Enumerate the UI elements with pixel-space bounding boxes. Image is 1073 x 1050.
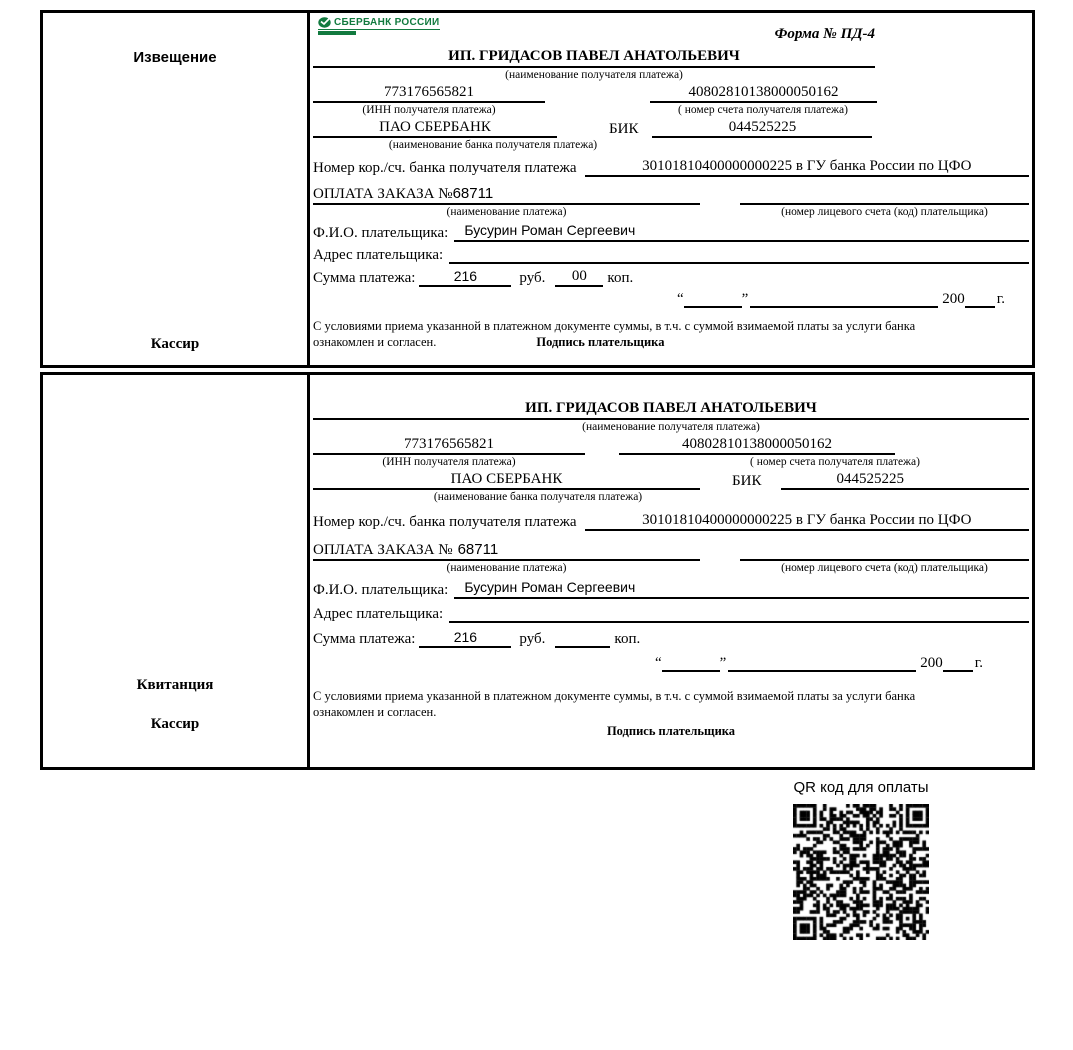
payer-name-row: [313, 222, 1029, 242]
bik-label: БИК: [732, 473, 762, 489]
payment-caption: (наименование платежа): [446, 562, 567, 574]
date-row: [313, 290, 1029, 308]
corr-account-row: [313, 512, 1029, 531]
year-prefix: 200: [942, 291, 965, 307]
account-value: 40802810138000050162: [650, 84, 877, 103]
payer-code-blank-line: [740, 188, 1029, 205]
date-row: [313, 654, 1029, 672]
quote-open: “: [676, 291, 684, 307]
year-blank: [943, 655, 973, 672]
inn-caption: (ИНН получателя платежа): [362, 104, 496, 116]
bank-name-value: ПАО СБЕРБАНК: [313, 471, 700, 490]
corr-account-row: [313, 158, 1029, 177]
amount-row: [313, 268, 1029, 287]
amount-kop-value: [555, 631, 610, 648]
bank-caption: (наименование банка получателя платежа): [433, 491, 643, 503]
corr-account-value: 30101810400000000225 в ГУ банка России по ЦФО: [585, 158, 1029, 177]
payer-name-label: Ф.И.О. плательщика:: [313, 225, 449, 241]
payer-address-row: [313, 246, 1029, 264]
kop-label: коп.: [614, 631, 641, 647]
receipt-content: [310, 375, 1032, 767]
cashier-label: Кассир: [150, 336, 200, 352]
payer-address-label: Адрес плательщика:: [313, 247, 444, 263]
date-month-blank: [728, 655, 916, 672]
bank-bik-row: [313, 119, 1029, 138]
qr-code: [793, 804, 929, 940]
quote-close: ”: [741, 291, 749, 307]
inn-value: 773176565821: [313, 436, 585, 455]
account-value: 40802810138000050162: [619, 436, 895, 455]
date-month-blank: [750, 291, 938, 308]
bank-name-value: ПАО СБЕРБАНК: [313, 119, 557, 138]
payee-name: ИП. ГРИДАСОВ ПАВЕЛ АНАТОЛЬЕВИЧ: [448, 48, 740, 64]
corr-account-label: Номер кор./сч. банка получателя платежа: [313, 514, 577, 530]
notice-label: Извещение: [133, 49, 217, 66]
corr-account-value: 30101810400000000225 в ГУ банка России по ЦФО: [585, 512, 1029, 531]
amount-kop-value: 00: [555, 268, 603, 287]
agreement-text-line1: С условиями приема указанной в платежном документе суммы, в т.ч. с суммой взимаемой платы за услуги банка: [313, 689, 916, 703]
bank-bik-row: [313, 471, 1029, 490]
payment-name-field: [313, 185, 700, 205]
payer-name-value: Бусурин Роман Сергеевич: [464, 579, 636, 595]
payer-code-blank-line: [740, 544, 1029, 561]
payer-name-label: Ф.И.О. плательщика:: [313, 582, 449, 598]
year-prefix: 200: [920, 655, 943, 671]
date-day-blank: [662, 655, 720, 672]
year-suffix: г.: [996, 291, 1005, 307]
agreement-block: [313, 688, 1029, 739]
payer-address-blank-line: [449, 606, 1029, 623]
payer-name-field: [454, 579, 1029, 599]
payer-name-field: [454, 222, 1029, 242]
account-caption: ( номер счета получателя платежа): [678, 104, 848, 116]
amount-label: Сумма платежа:: [313, 631, 416, 647]
bank-caption: (наименование банка получателя платежа): [388, 139, 598, 151]
payer-address-label: Адрес плательщика:: [313, 606, 444, 622]
inn-account-row: [313, 436, 1029, 455]
order-number: 68711: [457, 541, 499, 558]
bik-label: БИК: [609, 121, 639, 137]
receipt-label: Квитанция: [136, 677, 214, 693]
inn-value: 773176565821: [313, 84, 545, 103]
form-number-label: Форма № ПД-4: [774, 26, 875, 42]
receipt-side-column: [43, 375, 310, 767]
qr-label: QR код для оплаты: [793, 779, 929, 796]
payer-name-row: [313, 579, 1029, 599]
bik-value: 044525225: [781, 471, 1029, 490]
inn-caption: (ИНН получателя платежа): [382, 456, 516, 468]
payee-name-caption: (наименование получателя платежа): [505, 69, 683, 81]
payer-address-row: [313, 605, 1029, 623]
kop-label: коп.: [607, 270, 634, 286]
payment-caption: (наименование платежа): [446, 206, 567, 218]
agreement-text-line1: С условиями приема указанной в платежном документе суммы, в т.ч. с суммой взимаемой платы за услуги банка: [313, 319, 916, 333]
agreement-text-line2: ознакомлен и согласен.: [313, 705, 437, 719]
signature-label: Подпись плательщика: [536, 335, 665, 349]
quote-open: “: [654, 655, 662, 671]
payee-name: ИП. ГРИДАСОВ ПАВЕЛ АНАТОЛЬЕВИЧ: [525, 400, 817, 416]
payment-name-row: [313, 541, 1029, 561]
bik-value: 044525225: [652, 119, 872, 138]
notice-side-column: [43, 13, 310, 365]
amount-rub-value: 216: [419, 268, 511, 287]
sberbank-logo-text: СБЕРБАНК РОССИИ: [334, 17, 440, 28]
rub-label: руб.: [519, 631, 546, 647]
payer-name-value: Бусурин Роман Сергеевич: [464, 222, 636, 238]
year-suffix: г.: [974, 655, 983, 671]
payer-code-caption: (номер лицевого счета (код) плательщика): [781, 206, 988, 218]
payee-name-line: [313, 47, 875, 68]
payment-name-prefix: ОПЛАТА ЗАКАЗА №: [313, 542, 453, 558]
payment-name-field: [313, 541, 700, 561]
amount-label: Сумма платежа:: [313, 270, 416, 286]
inn-account-row: [313, 84, 1029, 103]
date-day-blank: [684, 291, 742, 308]
notice-coupon: [40, 10, 1035, 368]
rub-label: руб.: [519, 270, 546, 286]
account-caption: ( номер счета получателя платежа): [750, 456, 920, 468]
payee-name-caption: (наименование получателя платежа): [582, 421, 760, 433]
amount-rub-value: 216: [419, 629, 511, 648]
qr-payment-block: [770, 779, 952, 940]
payment-name-prefix: ОПЛАТА ЗАКАЗА №: [313, 186, 453, 202]
payment-name-row: [313, 185, 1029, 205]
agreement-block: [313, 318, 1029, 350]
signature-label: Подпись плательщика: [606, 724, 736, 738]
header-row: [313, 13, 1029, 47]
year-blank: [965, 291, 995, 308]
corr-account-label: Номер кор./сч. банка получателя платежа: [313, 160, 577, 176]
payer-code-caption: (номер лицевого счета (код) плательщика): [781, 562, 988, 574]
notice-content: [310, 13, 1032, 365]
agreement-text-line2: ознакомлен и согласен.: [313, 335, 437, 349]
payee-name-line: [313, 399, 1029, 420]
quote-close: ”: [719, 655, 727, 671]
order-number: 68711: [452, 185, 494, 202]
payer-address-blank-line: [449, 247, 1029, 264]
cashier-label: Кассир: [150, 716, 200, 732]
amount-row: [313, 629, 1029, 648]
receipt-coupon: [40, 372, 1035, 770]
